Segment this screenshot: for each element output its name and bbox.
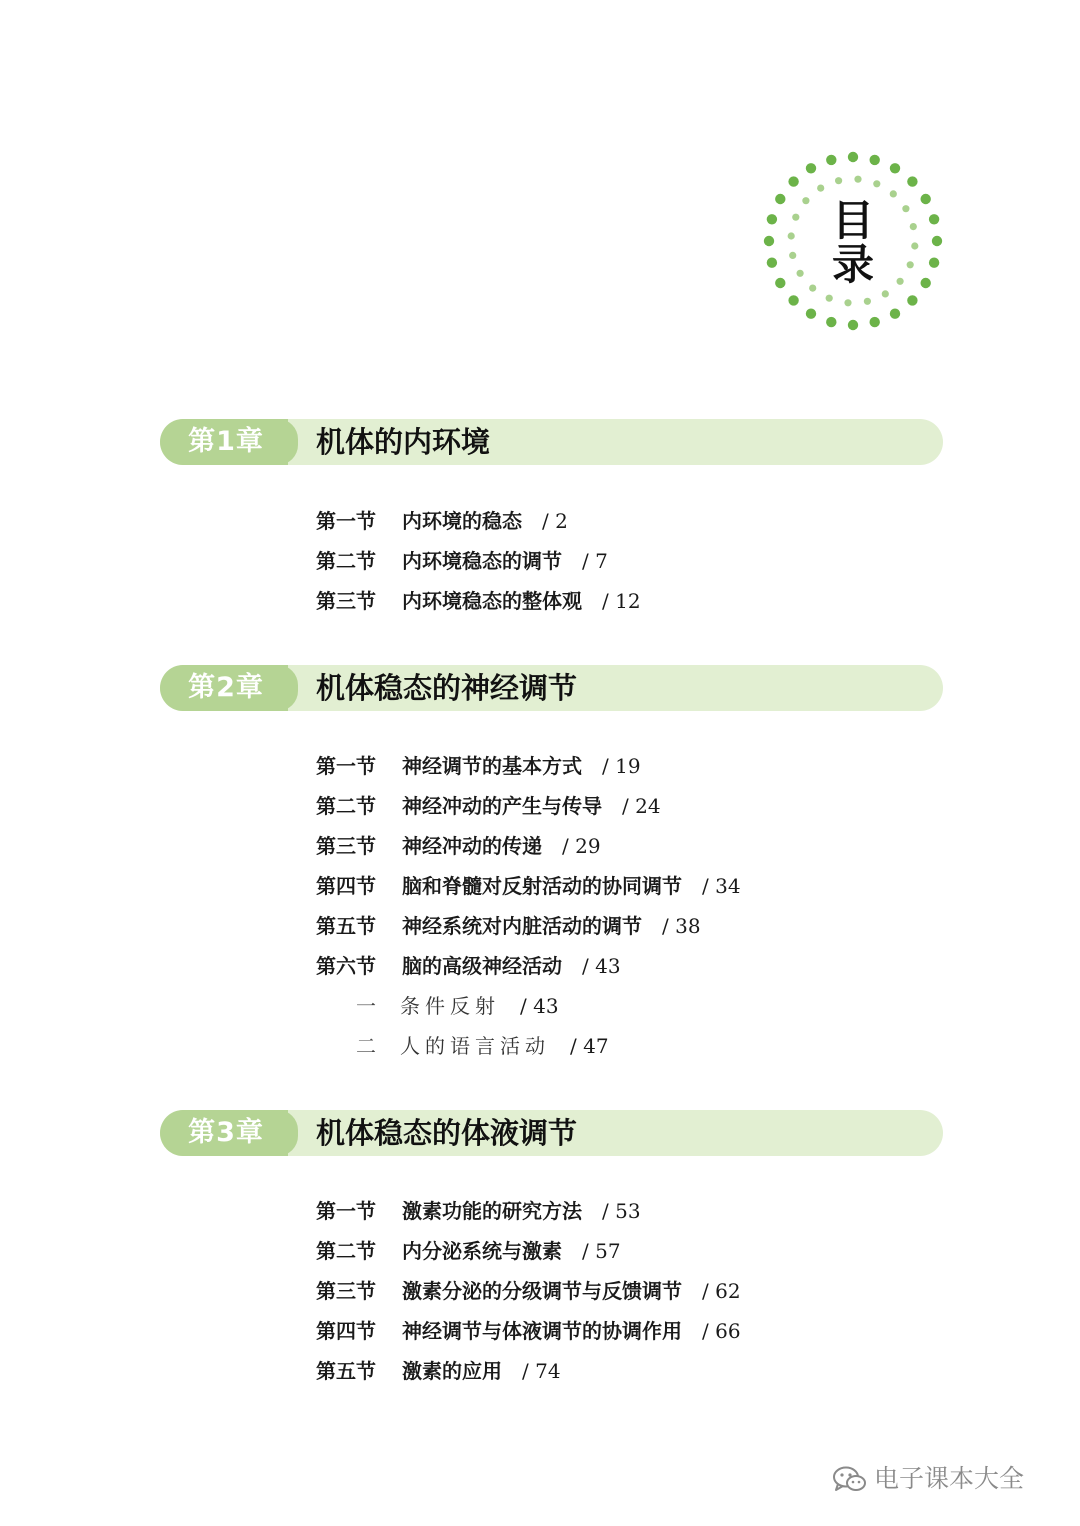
toc-entry[interactable] — [316, 906, 741, 946]
decorative-dot — [844, 299, 851, 306]
decorative-dot — [826, 155, 836, 165]
decorative-dot — [854, 176, 861, 183]
section-title: 内环境稳态的调节 — [402, 549, 562, 573]
page-number: / 57 — [582, 1239, 621, 1263]
section-label: 第一节 — [316, 754, 376, 778]
page-number: / 2 — [542, 509, 568, 533]
section-title: 激素的应用 — [402, 1359, 502, 1383]
decorative-dot — [907, 176, 917, 186]
section-title: 激素功能的研究方法 — [402, 1199, 582, 1223]
section-title: 脑和脊髓对反射活动的协同调节 — [402, 874, 682, 898]
decorative-dot — [817, 185, 824, 192]
toc-entry[interactable] — [316, 946, 741, 986]
subsection-title: 条件反射 — [400, 994, 500, 1018]
chapter-3-header[interactable] — [160, 1110, 943, 1156]
decorative-dot — [882, 290, 889, 297]
watermark — [832, 1459, 1024, 1499]
section-label: 第一节 — [316, 1199, 376, 1223]
decorative-dot — [890, 190, 897, 197]
subsection-label: 二 — [356, 1034, 376, 1058]
section-label: 第四节 — [316, 874, 376, 898]
toc-entry[interactable] — [316, 581, 641, 621]
subsection-label: 一 — [356, 994, 376, 1018]
toc-entry[interactable] — [316, 826, 741, 866]
section-label: 第三节 — [316, 834, 376, 858]
section-title: 内分泌系统与激素 — [402, 1239, 562, 1263]
chapter-2-sections — [316, 746, 741, 1066]
section-title: 神经系统对内脏活动的调节 — [402, 914, 642, 938]
section-title: 神经调节的基本方式 — [402, 754, 582, 778]
decorative-dot — [864, 298, 871, 305]
section-label: 第二节 — [316, 1239, 376, 1263]
page-number: / 43 — [520, 994, 559, 1018]
chapter-2-header[interactable] — [160, 665, 943, 711]
page-number: / 62 — [702, 1279, 741, 1303]
chapter-1-header[interactable] — [160, 419, 943, 465]
watermark-text: 电子课本大全 — [874, 1464, 1025, 1493]
chapter-title: 机体的内环境 — [316, 425, 491, 459]
toc-entry[interactable] — [316, 1231, 741, 1271]
page-number: / 19 — [602, 754, 641, 778]
toc-entry[interactable] — [316, 501, 641, 541]
subsection-title: 人的语言活动 — [400, 1034, 550, 1058]
page-number: / 24 — [622, 794, 661, 818]
decorative-dot — [890, 163, 900, 173]
page-number: / 7 — [582, 549, 608, 573]
page-number: / 47 — [570, 1034, 609, 1058]
page-number: / 29 — [562, 834, 601, 858]
section-title: 脑的高级神经活动 — [402, 954, 562, 978]
decorative-dot — [788, 295, 798, 305]
decorative-dot — [890, 309, 900, 319]
section-label: 第一节 — [316, 509, 376, 533]
toc-title-line1: 目 — [831, 196, 874, 245]
chapter-number: 第1章 — [188, 426, 264, 457]
section-title: 激素分泌的分级调节与反馈调节 — [402, 1279, 682, 1303]
section-label: 第二节 — [316, 794, 376, 818]
toc-title-line2: 录 — [831, 240, 874, 289]
chapter-number: 第3章 — [188, 1117, 264, 1148]
toc-entry[interactable] — [316, 541, 641, 581]
section-title: 神经冲动的传递 — [402, 834, 542, 858]
decorative-dot — [788, 176, 798, 186]
section-label: 第二节 — [316, 549, 376, 573]
section-label: 第四节 — [316, 1319, 376, 1343]
section-title: 内环境的稳态 — [402, 509, 522, 533]
decorative-dot — [907, 295, 917, 305]
section-title: 神经冲动的产生与传导 — [402, 794, 602, 818]
chapter-title: 机体稳态的神经调节 — [316, 671, 578, 705]
section-label: 第三节 — [316, 589, 376, 613]
section-label: 第六节 — [316, 954, 376, 978]
section-title: 神经调节与体液调节的协调作用 — [402, 1319, 682, 1343]
page-number: / 34 — [702, 874, 741, 898]
decorative-dot — [848, 152, 858, 162]
toc-entry[interactable] — [316, 1311, 741, 1351]
toc-entry[interactable] — [316, 786, 741, 826]
chapter-number: 第2章 — [188, 672, 264, 703]
page-number: / 43 — [582, 954, 621, 978]
page-number: / 66 — [702, 1319, 741, 1343]
decorative-dot — [848, 320, 858, 330]
decorative-dot — [870, 317, 880, 327]
page-number: / 38 — [662, 914, 701, 938]
toc-entry[interactable] — [316, 746, 741, 786]
toc-badge — [762, 150, 944, 332]
decorative-dot — [806, 309, 816, 319]
decorative-dot — [826, 295, 833, 302]
decorative-dot — [826, 317, 836, 327]
page-number: / 53 — [602, 1199, 641, 1223]
toc-entry[interactable] — [316, 1271, 741, 1311]
section-label: 第三节 — [316, 1279, 376, 1303]
wechat-icon — [832, 1465, 868, 1495]
toc-subentry[interactable] — [316, 1026, 741, 1066]
decorative-dot — [873, 180, 880, 187]
section-label: 第五节 — [316, 1359, 376, 1383]
chapter-3-sections — [316, 1191, 741, 1391]
section-label: 第五节 — [316, 914, 376, 938]
decorative-dot — [835, 177, 842, 184]
page-number: / 74 — [522, 1359, 561, 1383]
section-title: 内环境稳态的整体观 — [402, 589, 582, 613]
toc-subentry[interactable] — [316, 986, 741, 1026]
toc-entry[interactable] — [316, 1351, 741, 1391]
page-number: / 12 — [602, 589, 641, 613]
toc-entry[interactable] — [316, 1191, 741, 1231]
decorative-dot — [806, 163, 816, 173]
chapter-title: 机体稳态的体液调节 — [316, 1116, 578, 1150]
chapter-1-sections — [316, 501, 641, 621]
toc-entry[interactable] — [316, 866, 741, 906]
decorative-dot — [870, 155, 880, 165]
